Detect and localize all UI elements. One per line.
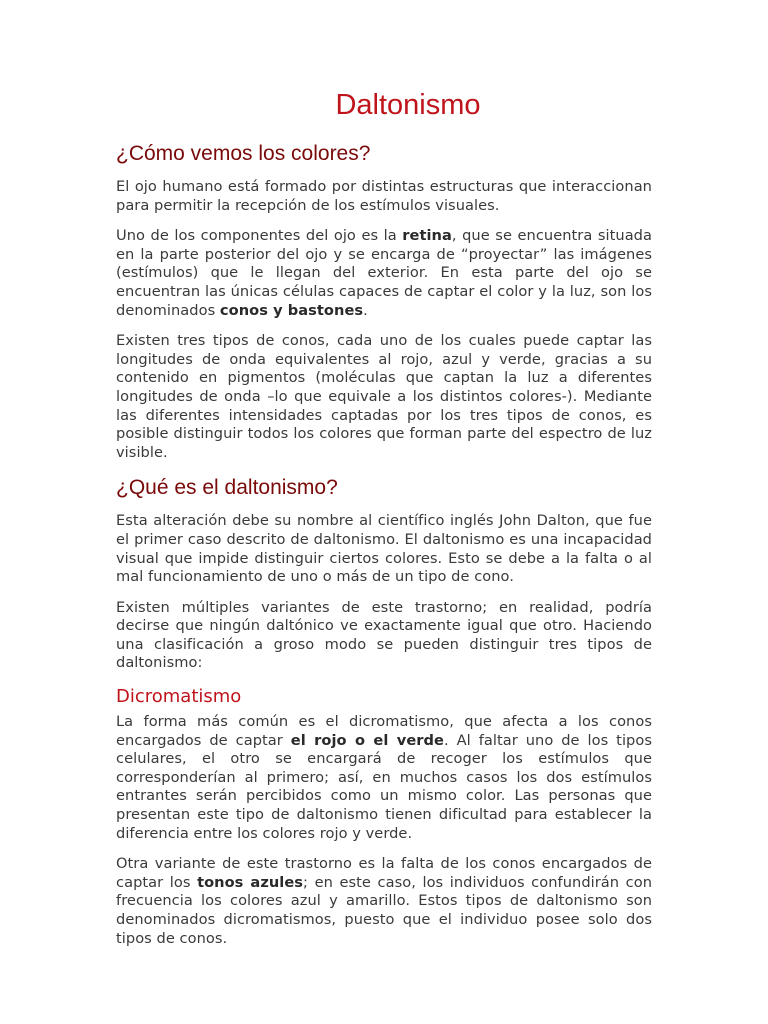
paragraph: Esta alteración debe su nombre al científico inglés John Dalton, que fue el primer caso descrito de daltonismo. El daltonismo es una incapacidad visual que impide distinguir ciertos colores. Esto se debe a la falta o al mal funcionamiento de uno o más de un tipo de cono. xyxy=(116,512,652,586)
section-heading-dicromatismo: Dicromatismo xyxy=(116,686,242,708)
bold-term-tonos-azules: tonos azules xyxy=(197,873,304,891)
document-title: Daltonismo xyxy=(335,89,481,121)
paragraph xyxy=(116,855,652,948)
paragraph: Existen múltiples variantes de este trastorno; en realidad, podría decirse que ningún daltónico ve exactamente igual que otro. Haciendo una clasificación a groso modo se pueden distinguir tres tipos de daltonismo: xyxy=(116,598,652,672)
text-run: La forma más común es el dicromatismo, que afecta a los conos encargados de captar xyxy=(116,713,652,749)
text-run: . Al faltar uno de los tipos celulares, el otro se encargará de recoger los estímulos que corresponderían al primero; así, en muchos casos los dos estímulos entrantes serán percibidos como un mismo color. Las personas que presentan este tipo de daltonismo tienen dificultad para establecer la diferencia entre los colores rojo y verde. xyxy=(116,731,653,842)
text-run: . xyxy=(363,301,368,319)
paragraph xyxy=(116,227,652,320)
section-heading-que-es: ¿Qué es el daltonismo? xyxy=(116,476,338,500)
text-run: , que se encuentra situada en la parte posterior del ojo y se encarga de “proyectar” las imágenes (estímulos) que le llegan del exterior. En esta parte del ojo se encuentran las únicas células capaces de captar el color y la luz, son los denominados xyxy=(116,227,652,319)
bold-term-conos-bastones: conos y bastones xyxy=(219,301,364,319)
document-page xyxy=(116,84,652,960)
bold-term-retina: retina xyxy=(402,227,452,245)
text-run: ; en este caso, los individuos confundirán con frecuencia los colores azul y amarillo. Estos tipos de daltonismo son denominados dicromatismos, puesto que el individuo posee solo dos tipos de conos. xyxy=(116,873,652,947)
bold-term-rojo-verde: el rojo o el verde xyxy=(290,731,445,749)
paragraph: Existen tres tipos de conos, cada uno de los cuales puede captar las longitudes de onda equivalentes al rojo, azul y verde, gracias a su contenido en pigmentos (moléculas que captan la luz a diferentes longitudes de onda –lo que equivale a los distintos colores-). Mediante las diferentes intensidades captadas por los tres tipos de conos, es posible distinguir todos los colores que forman parte del espectro de luz visible. xyxy=(116,332,652,461)
text-run: Uno de los componentes del ojo es la xyxy=(116,227,403,245)
text-run: Otra variante de este trastorno es la falta de los conos encargados de captar los xyxy=(116,855,652,891)
paragraph: El ojo humano está formado por distintas estructuras que interaccionan para permitir la recepción de los estímulos visuales. xyxy=(116,178,652,214)
section-heading-como-vemos: ¿Cómo vemos los colores? xyxy=(116,142,371,165)
paragraph xyxy=(116,713,652,843)
